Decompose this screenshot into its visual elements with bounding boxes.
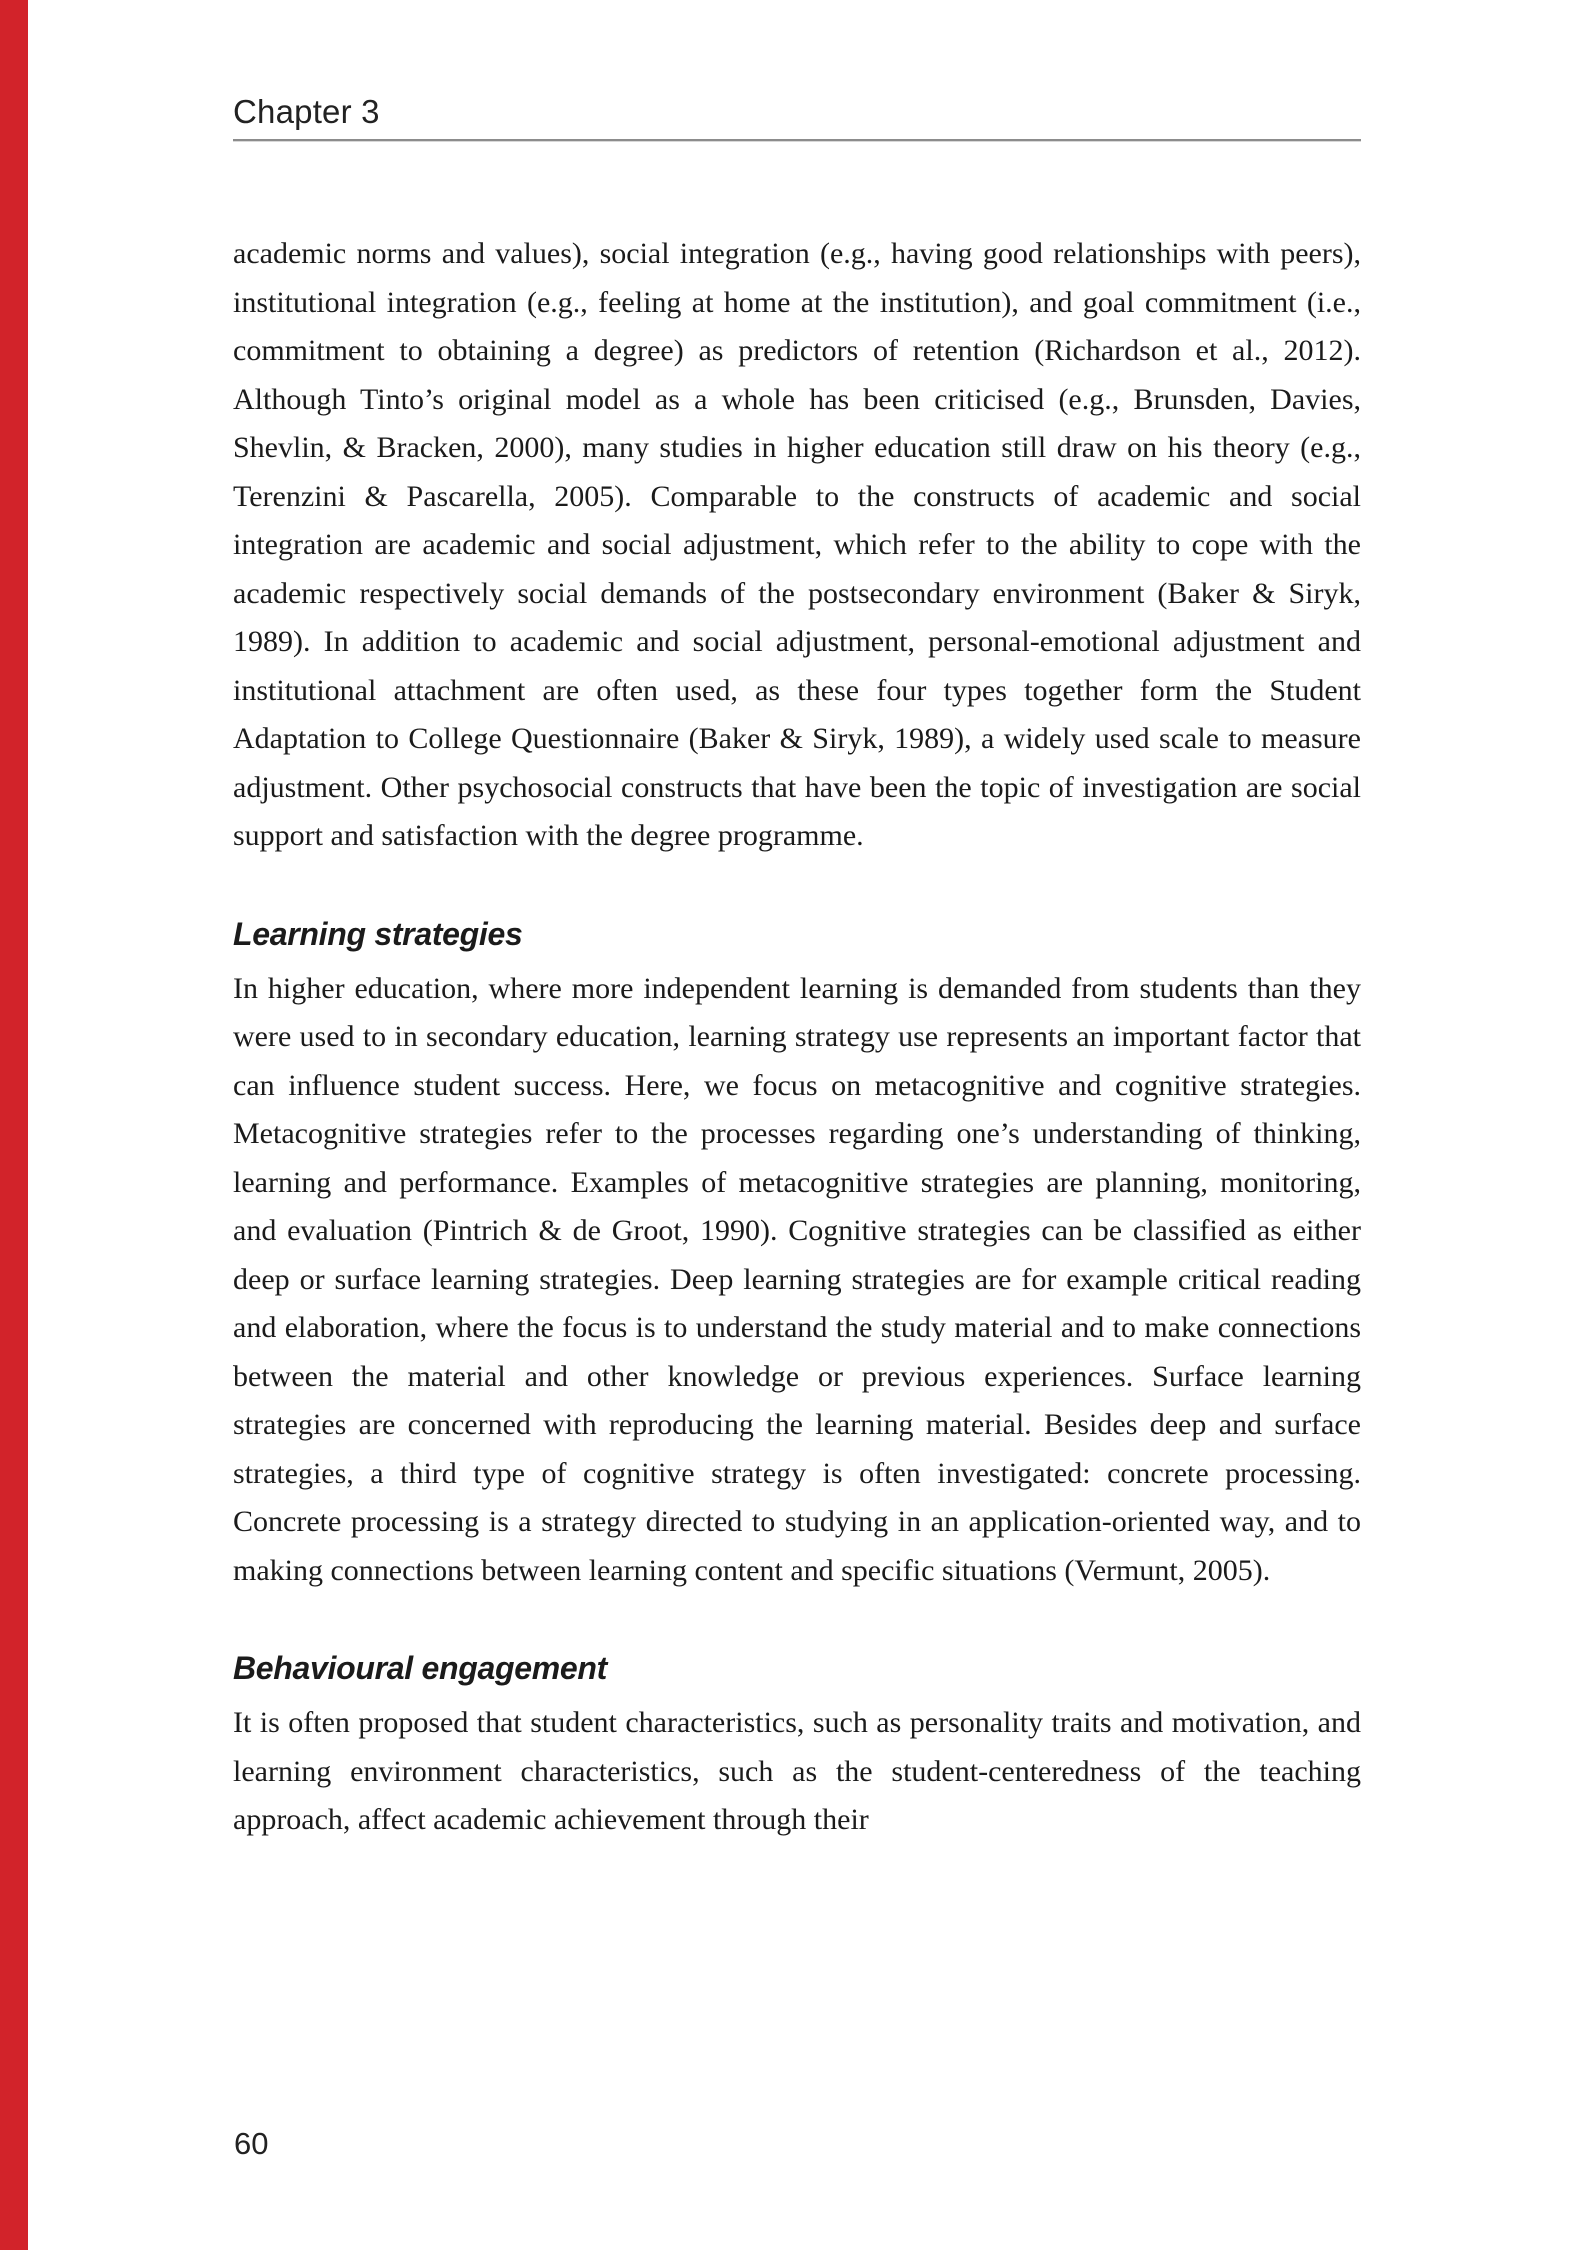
chapter-edge-marker — [0, 0, 28, 2250]
header-rule — [233, 139, 1361, 142]
section-heading-learning-strategies: Learning strategies — [233, 915, 523, 952]
learning-strategies-paragraph: In higher education, where more independent learning is demanded from students than they were used to in secondary education, learning strategy use represents an important factor that can influence student success. Here, we focus on metacognitive and cognitive strategies. Metacognitive strategies refer to the processes regarding one’s understanding of thinking, learning and performance. Examples of metacognitive strategies are planning, monitoring, and evaluation (Pintrich & de Groot, 1990). Cognitive strategies can be classified as either deep or surface learning strategies. Deep learning strategies are for example critical reading and elaboration, where the focus is to understand the study material and to make connections between the material and other knowledge or previous experiences. Surface learning strategies are concerned with reproducing the learning material. Besides deep and surface strategies, a third type of cognitive strategy is often investigated: concrete processing. Concrete processing is a strategy directed to studying in an application-oriented way, and to making connections between learning content and specific situations (Vermunt, 2005). — [233, 971, 1361, 1587]
chapter-label: Chapter 3 — [233, 93, 380, 130]
behavioural-engagement-paragraph: It is often proposed that student characteristics, such as personality traits and motivation, and learning environment characteristics, such as the student-centeredness of the teaching approach, affect academic achievement through their — [233, 1706, 1361, 1836]
intro-paragraph: academic norms and values), social integration (e.g., having good relationships with peers), institutional integration (e.g., feeling at home at the institution), and goal commitment (i.e., commitment to obtaining a degree) as predictors of retention (Richardson et al., 2012). Although Tinto’s original model as a whole has been criticised (e.g., Brunsden, Davies, Shevlin, & Bracken, 2000), many studies in higher education still draw on his theory (e.g., Terenzini & Pascarella, 2005). Comparable to the constructs of academic and social integration are academic and social adjustment, which refer to the ability to cope with the academic respectively social demands of the postsecondary environment (Baker & Siryk, 1989). In addition to academic and social adjustment, personal-emotional adjustment and institutional attachment are often used, as these four types together form the Student Adaptation to College Questionnaire (Baker & Siryk, 1989), a widely used scale to measure adjustment. Other psychosocial constructs that have been the topic of investigation are social support and satisfaction with the degree programme. — [233, 237, 1361, 852]
section-heading-behavioural-engagement: Behavioural engagement — [233, 1650, 607, 1686]
page-body — [233, 230, 1361, 1845]
page-number: 60 — [234, 2126, 269, 2161]
page-header — [233, 94, 1361, 142]
